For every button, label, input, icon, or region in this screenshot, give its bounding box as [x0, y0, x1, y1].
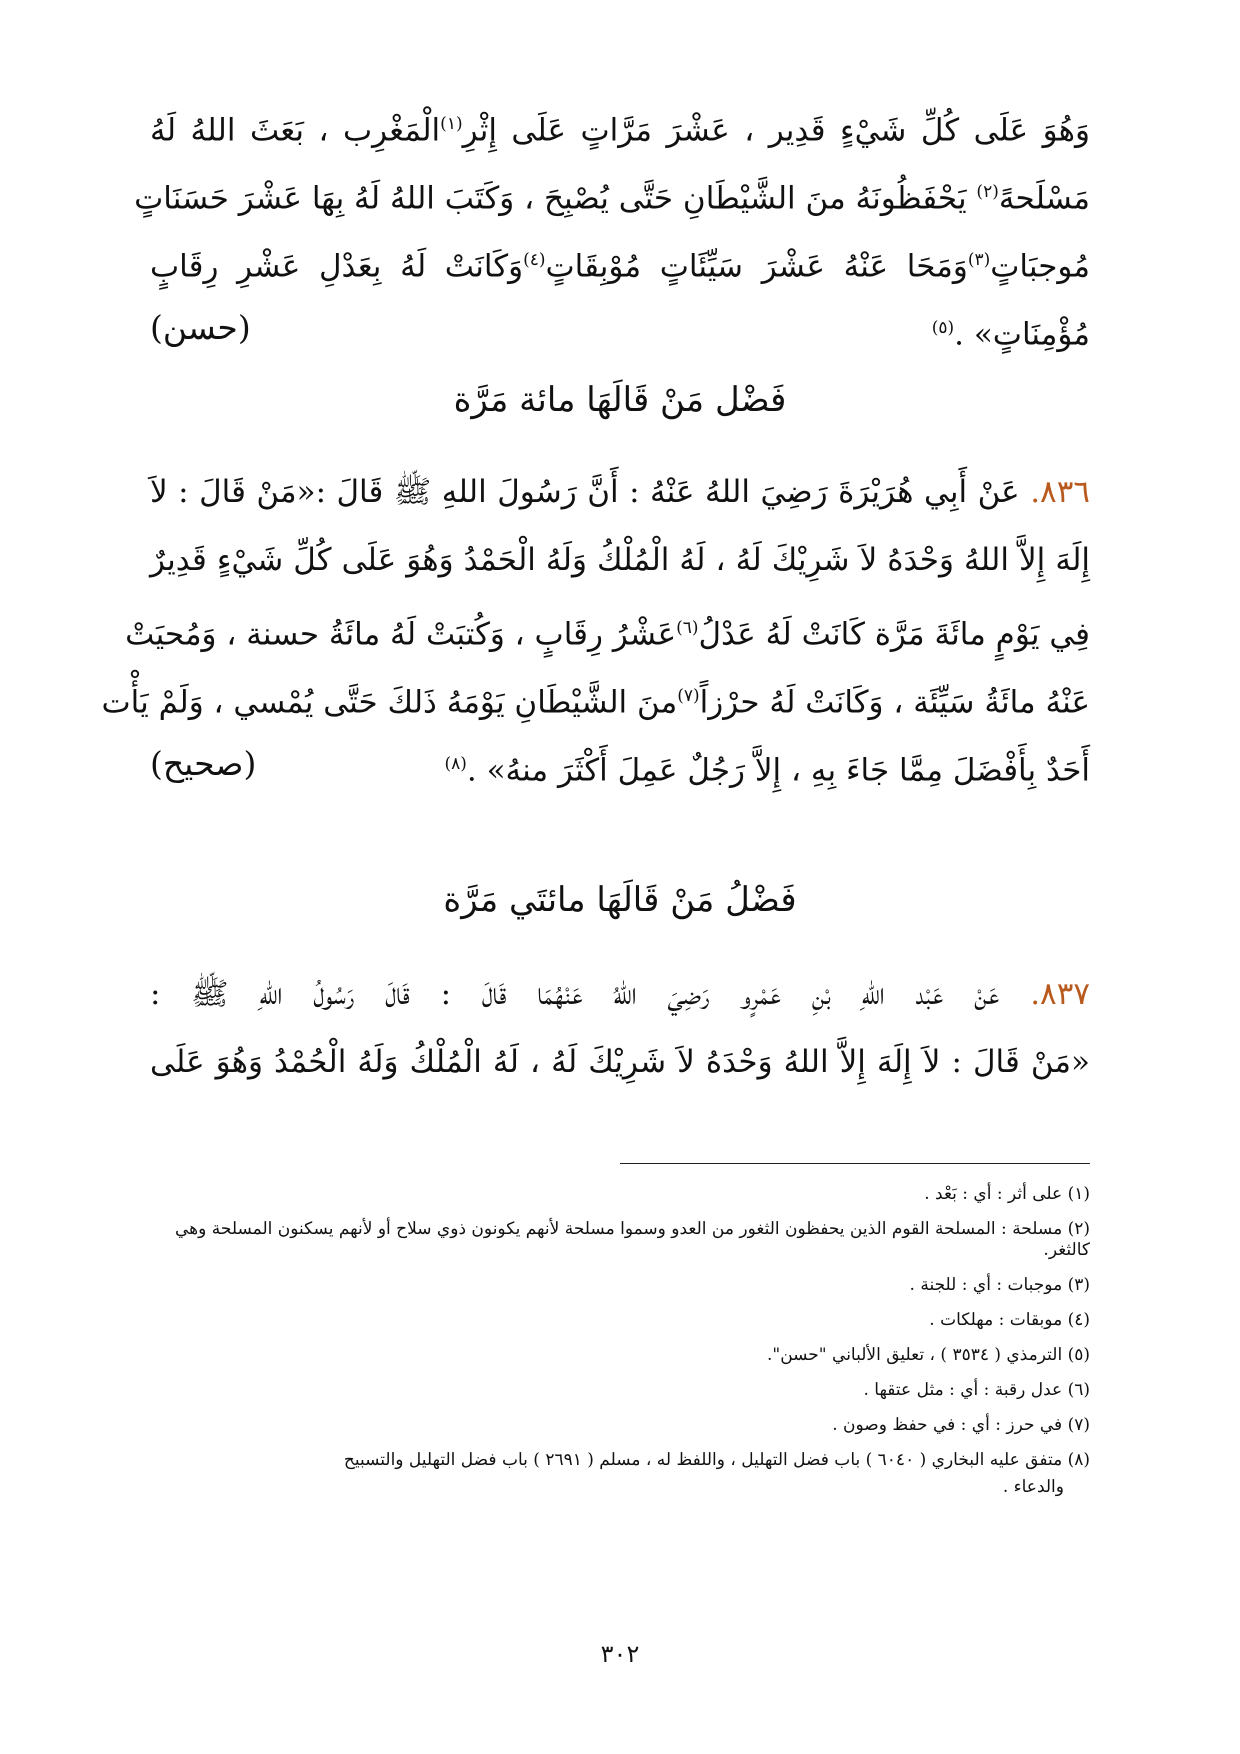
footnote-ref[interactable]: (٤): [523, 250, 546, 270]
footnote-divider: [620, 1163, 1090, 1164]
text-line: «مَنْ قَالَ : لاَ إِلَهَ إِلاَّ اللهُ وَحْدَهُ لاَ شَرِيْكَ لَهُ ، لَهُ الْمُلْكُ وَلَهُ الْحُمْدُ وَهُوَ عَلَى: [150, 1044, 1090, 1080]
footnotes: [150, 1184, 1090, 1512]
text-line: مَسْلَحهً$^{(٢)}$ يَحْفَظُونَهُ منَ الشَّيْطَانِ حَتَّى يُصْبِحَ ، وَكَتَبَ اللهُ لَهُ بِهَا عَشْرَ حَسَنَاتٍ: [134, 180, 1090, 217]
grade-label: (صحيح): [150, 744, 257, 783]
footnote: (٥) الترمذي ( ٣٥٣٤ ) ، تعليق الألباني "حسن".: [766, 1345, 1090, 1365]
text-line: إِلَهَ إِلاَّ اللهُ وَحْدَهُ لاَ شَرِيْكَ لَهُ ، لَهُ الْمُلْكُ وَلَهُ الْحَمْدُ وَهُوَ عَلَى كُلِّ شَيْءٍ قَدِيرٌ: [150, 542, 1090, 578]
footnote-ref[interactable]: (٣): [967, 250, 991, 270]
footnote: (١) على أثر : أي : بَعْد .: [924, 1184, 1090, 1204]
text-line: عَنْهُ مائَةُ سَيِّئَة ، وَكَانَتْ لَهُ حرْزاً$^{(٧)}$منَ الشَّيْطَانِ يَوْمَهُ ذَلكَ حَتَّى يُمْسي ، وَلَمْ يَأْت: [101, 684, 1090, 721]
footnote: (٢) مسلحة : المسلحة القوم الذين يحفظون الثغور من العدو وسموا مسلحة لأنهم يكونون ذوي سلاح أو لأنهم يسكنون المسلحة وهي كالثغر.: [175, 1219, 1090, 1260]
text-line: (حسن) مُؤْمِنَاتٍ» .$^{(٥)}$: [150, 294, 1090, 362]
hadith-number: ٨٣٧.: [1030, 976, 1090, 1012]
footnote-ref[interactable]: (٧): [677, 686, 700, 706]
footnote-ref[interactable]: (٥): [931, 318, 955, 338]
page-number: ٣٠٢: [600, 1640, 640, 1668]
text-line: مُوجبَاتٍ$^{(٣)}$وَمَحَا عَنْهُ عَشْرَ سَيِّئَاتٍ مُوْبِقَاتٍ$^{(٤)}$وَكَانَتْ لَهُ بِعَدْلِ عَشْرِ رِقَابٍ: [150, 248, 1091, 285]
text-line: (صحيح) أَحَدٌ بِأَفْضَلَ مِمَّا جَاءَ بِهِ ، إِلاَّ رَجُلٌ عَمِلَ أَكْثَرَ منهُ» .$^{(٨)}$: [150, 730, 1090, 798]
section-heading: فَضْلُ مَنْ قَالَهَا مائتَي مَرَّة: [443, 880, 797, 920]
hadith-number: ٨٣٦.: [1030, 474, 1090, 510]
footnote: (٦) عدل رقبة : أي : مثل عتقها .: [863, 1380, 1090, 1400]
footnote: (٧) في حرز : أي : في حفظ وصون .: [832, 1415, 1090, 1435]
grade-label: (حسن): [150, 308, 251, 347]
hadith-836: [101, 458, 1090, 798]
footnote: (٤) موبقات : مهلكات .: [929, 1310, 1090, 1330]
footnote-ref[interactable]: (١): [440, 114, 463, 134]
footnote: (٨) متفق عليه البخاري ( ٦٠٤٠ ) باب فضل التهليل ، واللفظ له ، مسلم ( ٢٦٩١ ) باب فضل التهليل والتسبيح: [343, 1450, 1090, 1470]
footnote: (٣) موجبات : أي : للجنة .: [909, 1275, 1090, 1295]
section-heading: فَضْل مَنْ قَالَهَا مائة مَرَّة: [453, 380, 787, 420]
text-line: ٨٣٧. عَنْ عَبْد اللهِ بْنِ عَمْرٍو رَضِيَ اللهُ عَنْهُمَا قَالَ : قَالَ رَسُولُ اللهِ ﷺ :: [150, 976, 1090, 1012]
footnote-ref[interactable]: (٨): [444, 754, 467, 774]
footnote-ref[interactable]: (٢): [976, 182, 999, 202]
text-line: وَهُوَ عَلَى كُلِّ شَيْءٍ قَدِير ، عَشْرَ مَرَّاتٍ عَلَى إِثْرِ$^{(١)}$الْمَغْرِب ، بَعَثَ اللهُ لَهُ: [150, 112, 1090, 149]
text-line: ٨٣٦. عَنْ أَبِي هُرَيْرَةَ رَضِيَ اللهُ عَنْهُ : أَنَّ رَسُولَ اللهِ ﷺ قَالَ :«مَنْ قَالَ : لاَ: [150, 474, 1090, 510]
footnote-ref[interactable]: (٦): [676, 618, 699, 638]
hadith-837: [150, 960, 1090, 1096]
text-line: فِي يَوْمٍ مائَةَ مَرَّة كَانَتْ لَهُ عَدْلُ$^{(٦)}$عَشْرُ رِقَابٍ ، وَكُتبَتْ لَهُ مائَةُ حسنة ، وَمُحيَتْ: [125, 616, 1090, 653]
hadith-continuation: [134, 90, 1091, 362]
footnote-continuation: والدعاء .: [1002, 1477, 1064, 1497]
